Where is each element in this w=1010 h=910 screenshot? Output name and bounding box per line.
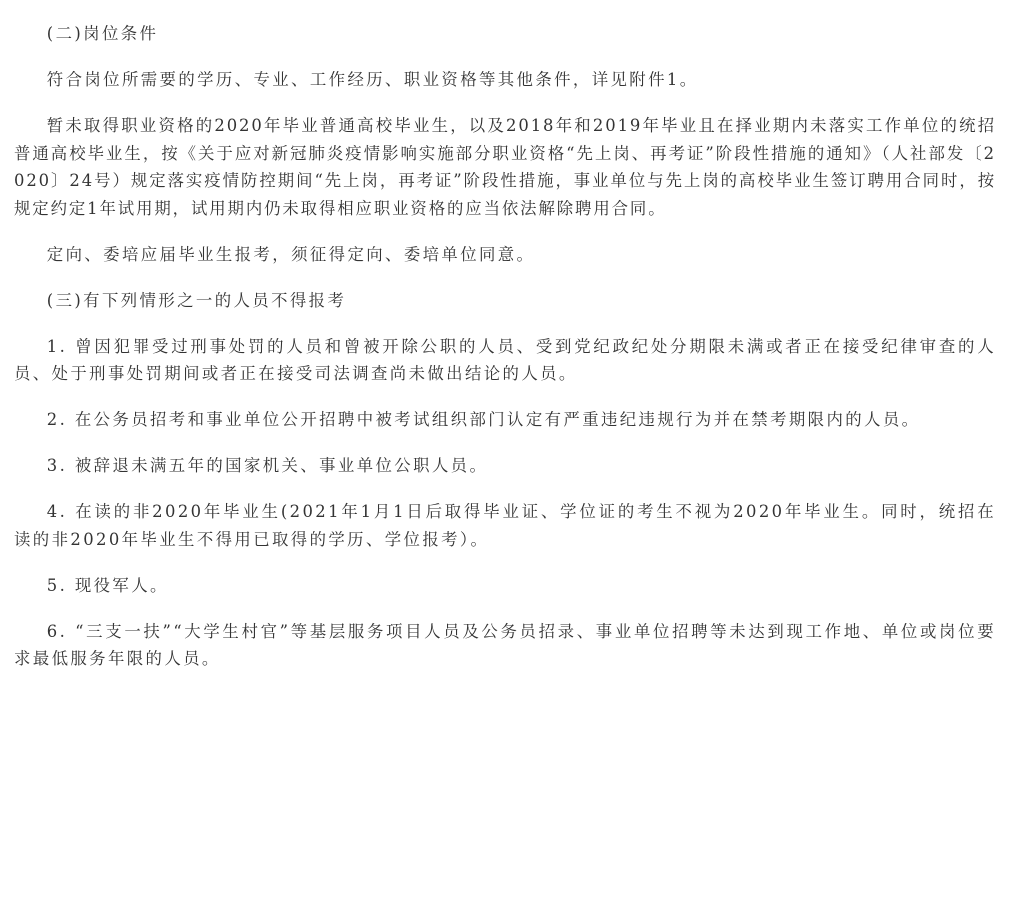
paragraph-requirements: 符合岗位所需要的学历、专业、工作经历、职业资格等其他条件，详见附件1。 <box>46 70 699 89</box>
list-item-1: 1. 曾因犯罪受过刑事处罚的人员和曾被开除公职的人员、受到党纪政纪处分期限未满或者正在接受纪律审查的人员、处于刑事处罚期间或者正在接受司法调查尚未做出结论的人员。 <box>14 336 996 383</box>
list-item-4: 4. 在读的非2020年毕业生(2021年1月1日后取得毕业证、学位证的考生不视为2020年毕业生。同时，统招在读的非2020年毕业生不得用已取得的学历、学位报考）。 <box>14 502 996 549</box>
list-item-5: 5. 现役军人。 <box>46 575 169 595</box>
section-heading-ineligible: (三)有下列情形之一的人员不得报考 <box>46 290 347 310</box>
list-item-2: 2. 在公务员招考和事业单位公开招聘中被考试组织部门认定有严重违纪违规行为并在禁考期限内的人员。 <box>46 410 921 429</box>
list-item-3: 3. 被辞退未满五年的国家机关、事业单位公职人员。 <box>46 456 489 475</box>
paragraph-qualification-policy: 暂未取得职业资格的2020年毕业普通高校毕业生，以及2018年和2019年毕业且在择业期内未落实工作单位的统招普通高校毕业生，按《关于应对新冠肺炎疫情影响实施部分职业资格“先上岗、再考证”阶段性措施的通知》（人社部发〔2020〕24号）规定落实疫情防控期间“先上岗，再考证”阶段性措施，事业单位与先上岗的高校毕业生签订聘用合同时，按规定约定1年试用期，试用期内仍未取得相应职业资格的应当依法解除聘用合同。 <box>14 116 996 218</box>
list-item-6: 6. “三支一扶”“大学生村官”等基层服务项目人员及公务员招录、事业单位招聘等未达到现工作地、单位或岗位要求最低服务年限的人员。 <box>14 621 996 668</box>
section-heading-job-requirements: (二)岗位条件 <box>46 24 159 43</box>
paragraph-directed-training: 定向、委培应届毕业生报考，须征得定向、委培单位同意。 <box>46 244 536 264</box>
